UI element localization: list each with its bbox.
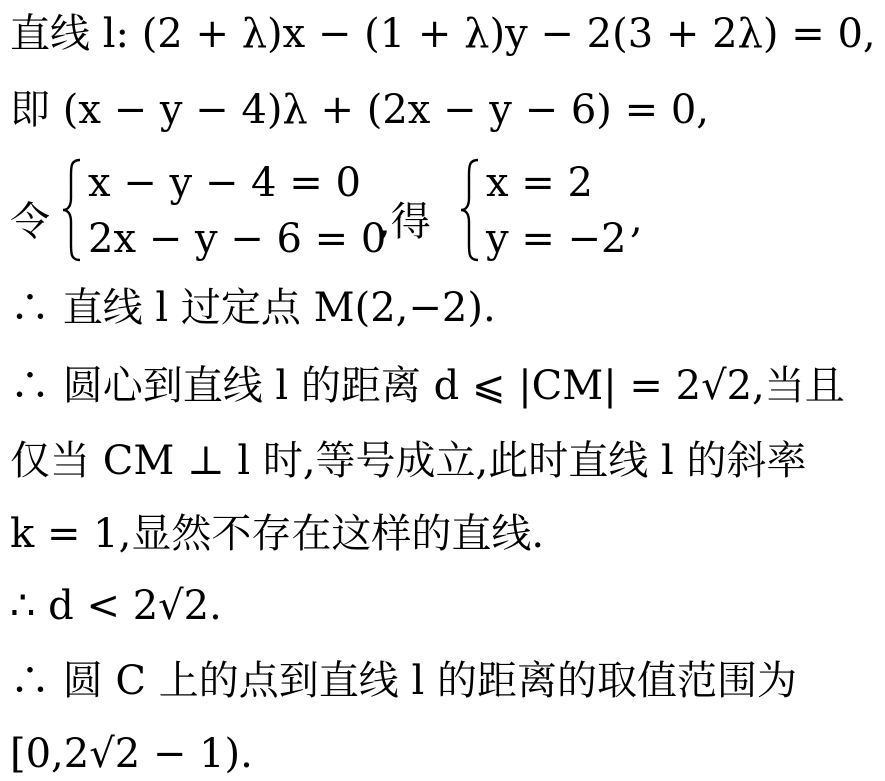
left-brace-icon xyxy=(60,158,84,262)
line-answer-range: [0,2√2 − 1). xyxy=(10,731,253,777)
solution-y: y = −2 xyxy=(486,216,627,262)
line-conclusion: ∴ 圆 C 上的点到直线 l 的距离的取值范围为 xyxy=(10,658,797,704)
system-trailing-comma: , xyxy=(630,196,643,242)
system-lead-text: 令 xyxy=(10,199,50,245)
line-fixed-point: ∴ 直线 l 过定点 M(2,−2). xyxy=(10,285,496,331)
line-distance-bound: ∴ 圆心到直线 l 的距离 d ⩽ |CM| = 2√2,当且 xyxy=(10,363,845,409)
line-rearranged-equation: 即 (x − y − 4)λ + (2x − y − 6) = 0, xyxy=(10,87,709,133)
system-connector: ,得 xyxy=(378,199,431,245)
line-slope-contradiction: k = 1,显然不存在这样的直线. xyxy=(10,511,545,557)
solution-x: x = 2 xyxy=(486,160,593,206)
line-equation-of-l: 直线 l: (2 + λ)x − (1 + λ)y − 2(3 + 2λ) = 0, xyxy=(10,11,876,57)
line-equality-condition: 仅当 CM ⊥ l 时,等号成立,此时直线 l 的斜率 xyxy=(10,438,807,484)
left-brace-icon xyxy=(458,158,482,262)
system-equation-1: x − y − 4 = 0 xyxy=(88,160,361,206)
line-strict-bound: ∴ d < 2√2. xyxy=(10,583,222,629)
system-equation-2: 2x − y − 6 = 0 xyxy=(88,216,387,262)
